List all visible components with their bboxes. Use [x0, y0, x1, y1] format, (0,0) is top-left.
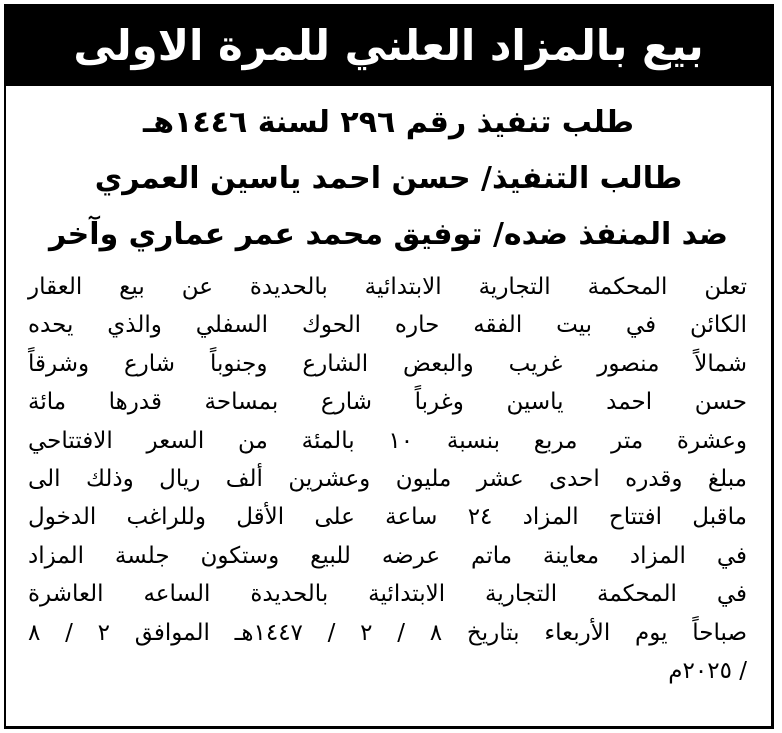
body-line: ماقبل افتتاح المزاد ٢٤ ساعة على الأقل وللراغب الدخول [28, 504, 747, 531]
header-bar [6, 6, 771, 86]
body-line: شمالاً منصور غريب والبعض الشارع وجنوباً شارع وشرقاً [28, 350, 747, 377]
body-line: تعلن المحكمة التجارية الابتدائية بالحديدة عن بيع العقار [28, 274, 747, 300]
respondent-line: ضد المنفذ ضده/ توفيق محمد عمر عماري وآخر [49, 217, 728, 252]
body-line: حسن احمد ياسين وغرباً شارع بمساحة قدرها مائة [28, 389, 747, 416]
body-line: وعشرة متر مربع بنسبة ١٠ بالمئة من السعر الافتتاحي [28, 427, 747, 454]
case-number-line: طلب تنفيذ رقم ٢٩٦ لسنة ١٤٤٦هـ [142, 105, 635, 140]
applicant-line: طالب التنفيذ/ حسن احمد ياسين العمري [94, 161, 683, 196]
notice-title: بيع بالمزاد العلني للمرة الاولى [73, 21, 704, 70]
body-line: مبلغ وقدره احدى عشر مليون وعشرين ألف ريال وذلك الى [28, 465, 747, 492]
notice-body [28, 268, 747, 690]
body-line: في المحكمة التجارية الابتدائية بالحديدة الساعه العاشرة [28, 581, 747, 608]
body-line: / ٢٠٢٥م [668, 657, 747, 684]
body-line: الكائن في بيت الفقه حاره الحوك السفلي والذي يحده [28, 312, 747, 339]
notice-frame [4, 4, 774, 729]
body-line: في المزاد معاينة ماتم عرضه للبيع وستكون جلسة المزاد [28, 542, 747, 569]
body-line: صباحاً يوم الأربعاء بتاريخ ٨ / ٢ / ١٤٤٧هـ الموافق ٢ / ٨ [28, 619, 747, 646]
